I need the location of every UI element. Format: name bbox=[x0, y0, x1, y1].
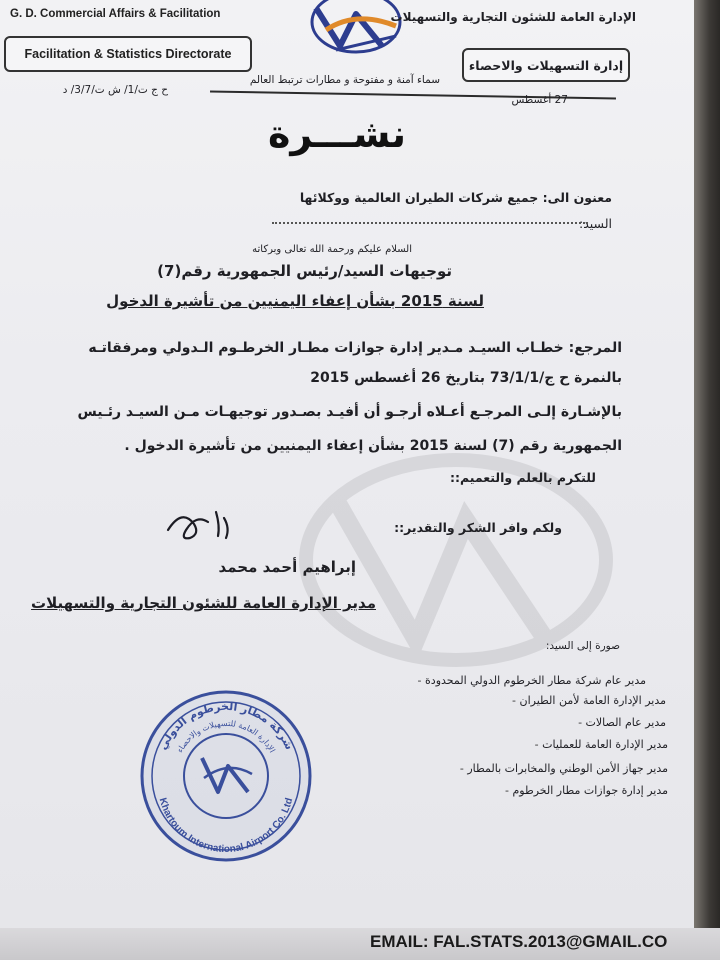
closing-line-2: ولكم وافر الشكر والتقدير:: bbox=[394, 520, 562, 535]
copies-list-item: مدير الإدارة العامة للعمليات - bbox=[534, 738, 668, 751]
svg-text:الإدارة العامة للتسهيلات والاح: الإدارة العامة للتسهيلات والاحصاء bbox=[175, 718, 277, 755]
addressee-mr-label: السيد: bbox=[579, 216, 612, 231]
addressee-blank-line bbox=[272, 222, 588, 224]
directorate-name-en: Facilitation & Statistics Directorate bbox=[24, 47, 232, 61]
copies-list-item: مدير عام شركة مطار الخرطوم الدولي المحدودة - bbox=[417, 674, 646, 687]
signatory-name: إبراهيم أحمد محمد bbox=[218, 558, 356, 576]
copies-list-item: مدير عام الصالات - bbox=[578, 716, 666, 729]
directorate-box-ar bbox=[462, 48, 630, 82]
desk-edge bbox=[694, 0, 720, 940]
addressee-line: معنون الى: جميع شركات الطيران العالمية ووكلائها bbox=[299, 190, 612, 205]
svg-text:Khartoum International Airport: Khartoum International Airport Co. Ltd bbox=[156, 796, 296, 856]
motto-ar: سماء آمنة و مفتوحة و مطارات ترتبط العالم bbox=[249, 74, 440, 86]
body-paragraph-line-2: الجمهورية رقم (7) لسنة 2015 بشأن إعفاء اليمنيين من تأشيرة الدخول . bbox=[124, 438, 622, 454]
reference-line-1: المرجع: خطـاب السيـد مـدير إدارة جوازات مطـار الخرطـوم الـدولي ومرفقاتـه bbox=[88, 340, 622, 356]
copies-list-item: مدير جهاز الأمن الوطني والمخابرات بالمطار - bbox=[459, 762, 668, 775]
signatory-title: مدير الإدارة العامة للشئون التجارية والتسهيلات bbox=[31, 594, 376, 612]
footer-bar bbox=[0, 928, 720, 960]
copies-heading: صورة إلى السيد: bbox=[545, 640, 620, 652]
subject-line-2: لسنة 2015 بشأن إعفاء اليمنيين من تأشيرة الدخول bbox=[106, 292, 484, 310]
closing-line-1: للتكرم بالعلم والتعميم:: bbox=[449, 470, 596, 485]
watermark-logo-icon bbox=[276, 440, 636, 680]
directorate-name-ar: إدارة التسهيلات والاحصاء bbox=[468, 57, 624, 73]
svg-text:شركة مطار الخرطوم الدولي: شركة مطار الخرطوم الدولي bbox=[156, 699, 296, 752]
issue-date-ar: 27 أغسطس bbox=[511, 94, 568, 106]
reference-number-ar: ح ج ت/1/ ش ت/3/7/ د bbox=[62, 84, 168, 96]
company-stamp-icon bbox=[138, 688, 314, 864]
authority-logo-icon bbox=[296, 0, 416, 60]
subject-line-1: توجيهات السيد/رئيس الجمهورية رقم(7) bbox=[157, 262, 452, 280]
greeting-ar: السلام عليكم ورحمة الله تعالى وبركاته bbox=[252, 244, 412, 255]
footer-email: EMAIL: FAL.STATS.2013@GMAIL.CO bbox=[370, 932, 668, 951]
directorate-box-en bbox=[4, 36, 252, 72]
reference-line-2: بالنمرة ح ج/73/1/1 بتاريخ 26 أغسطس 2015 bbox=[310, 370, 622, 386]
page-title: نشـــرة bbox=[268, 112, 406, 156]
copies-list-item: مدير الإدارة العامة لأمن الطيران - bbox=[512, 694, 666, 707]
org-name-en: G. D. Commercial Affairs & Facilitation bbox=[10, 8, 221, 20]
body-paragraph-line-1: بالإشـارة إلـى المرجـع أعـلاه أرجـو أن أفيـد بصـدور توجيهـات مـن السيـد رئـيس bbox=[77, 404, 622, 420]
copies-list-item: مدير إدارة جوازات مطار الخرطوم - bbox=[504, 784, 668, 797]
handwritten-signature-icon bbox=[164, 504, 244, 548]
org-name-ar: الإدارة العامة للشئون التجارية والتسهيلات bbox=[390, 10, 636, 24]
